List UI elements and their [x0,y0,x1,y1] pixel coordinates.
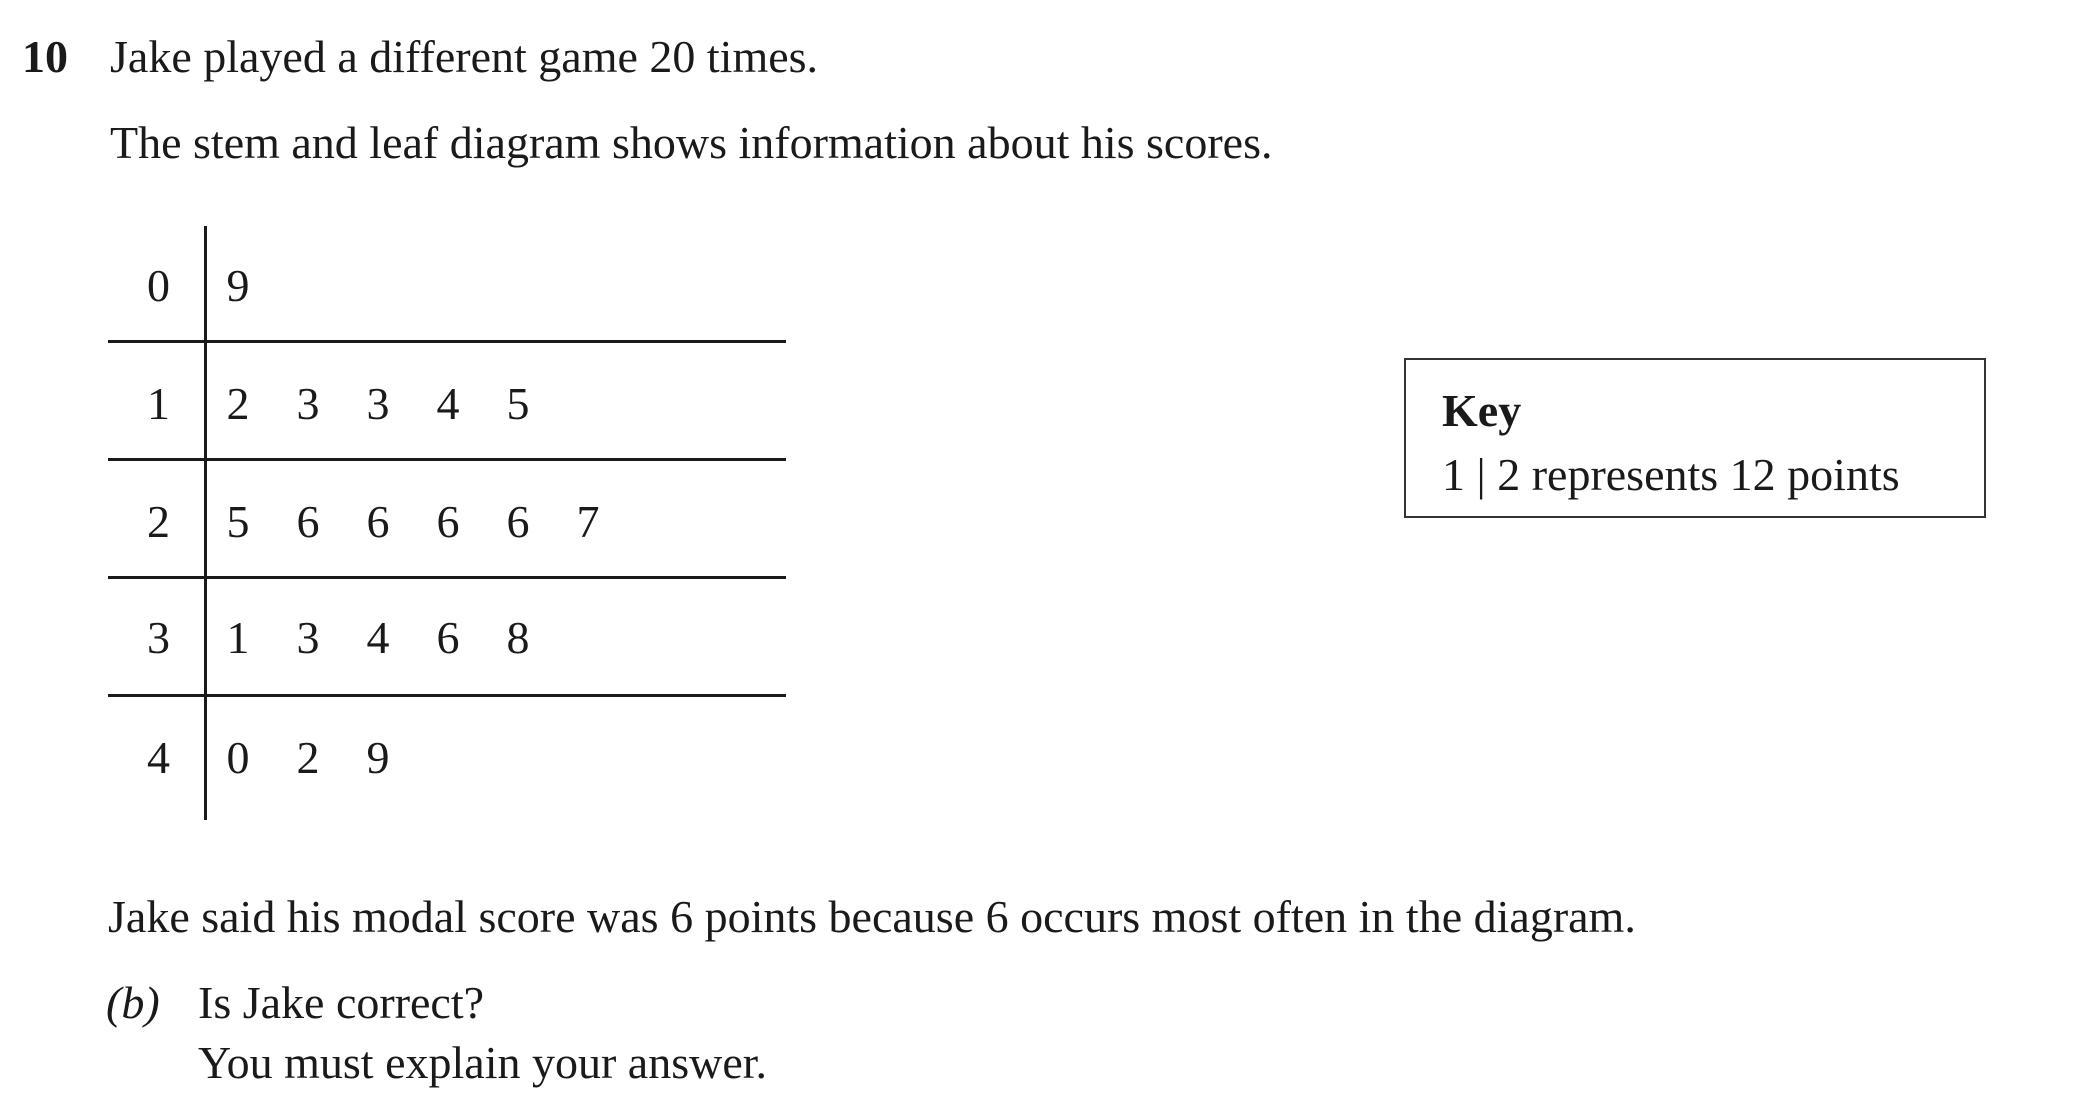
leaf-value: 5 [506,378,530,429]
stem-leaf-row [108,728,786,788]
row-separator-line [108,458,786,461]
leaf-value: 6 [366,496,390,547]
key-box [1404,358,1986,518]
stem-leaf-row [108,492,786,552]
stem-leaf-row [108,256,786,316]
leaf-value: 2 [226,378,250,429]
intro-line-1: Jake played a different game 20 times. [110,31,819,82]
stem-value: 1 [147,378,170,429]
key-title: Key [1442,385,1522,436]
leaf-value: 9 [366,732,390,783]
leaf-value: 4 [366,612,390,663]
leaf-value: 1 [226,612,250,663]
stem-leaf-row [108,608,786,668]
stem-value: 3 [147,612,170,663]
leaf-value: 3 [366,378,390,429]
leaf-value: 3 [296,378,320,429]
leaf-value: 6 [296,496,320,547]
leaf-value: 5 [226,496,250,547]
question-number: 10 [22,31,68,82]
key-description: 1 | 2 represents 12 points [1442,449,1900,500]
row-separator-line [108,340,786,343]
leaf-value: 7 [576,496,600,547]
part-b-label: (b) [106,977,160,1028]
part-b-question-line-2: You must explain your answer. [198,1037,768,1088]
leaf-value: 3 [296,612,320,663]
stem-and-leaf-diagram [108,226,786,820]
row-separator-line [108,576,786,579]
leaf-value: 8 [506,612,530,663]
leaf-value: 6 [436,496,460,547]
stem-leaf-row [108,374,786,434]
leaf-value: 4 [436,378,460,429]
leaf-value: 9 [226,260,250,311]
leaf-value: 6 [506,496,530,547]
stem-value: 2 [147,496,170,547]
row-separator-line [108,694,786,697]
statement-text: Jake said his modal score was 6 points because 6 occurs most often in the diagram. [108,891,1636,942]
stem-value: 4 [147,732,170,783]
leaf-value: 2 [296,732,320,783]
stem-value: 0 [147,260,170,311]
leaf-value: 0 [226,732,250,783]
intro-line-2: The stem and leaf diagram shows information about his scores. [110,117,1273,168]
part-b-question-line-1: Is Jake correct? [198,977,485,1028]
leaf-value: 6 [436,612,460,663]
